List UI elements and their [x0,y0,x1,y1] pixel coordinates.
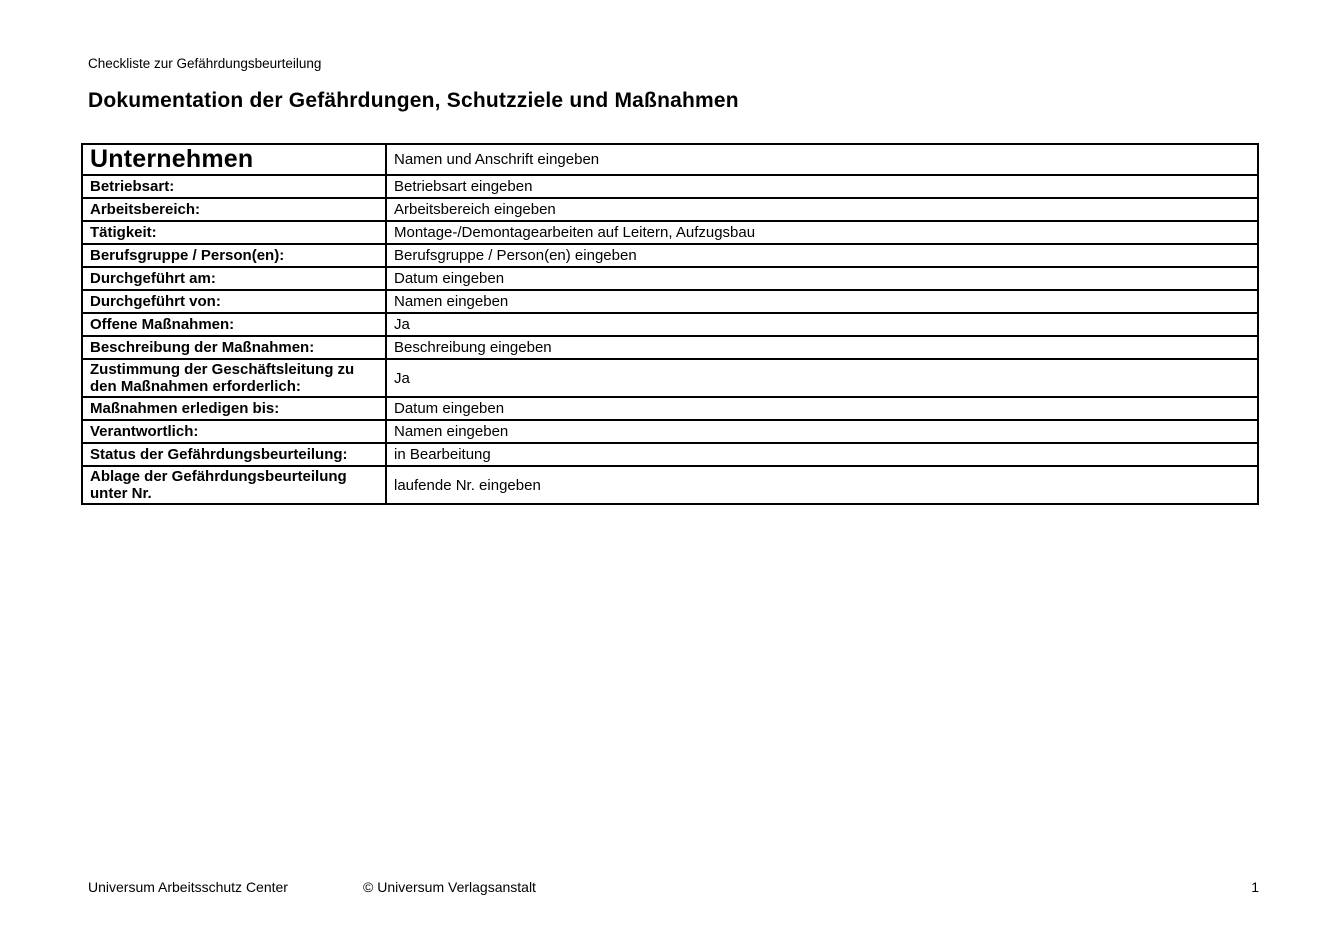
table-row [82,144,1258,175]
footer-publisher: Universum Arbeitsschutz Center [88,879,288,895]
table-row [82,198,1258,221]
table-row [82,290,1258,313]
row-value: Namen und Anschrift eingeben [386,144,1258,175]
table-row [82,420,1258,443]
table-row [82,359,1258,397]
row-label: Verantwortlich: [82,420,386,443]
row-label: Durchgeführt von: [82,290,386,313]
footer-copyright: © Universum Verlagsanstalt [363,879,536,895]
table-row [82,466,1258,504]
row-value: Arbeitsbereich eingeben [386,198,1258,221]
assessment-table [81,143,1259,505]
row-label: Tätigkeit: [82,221,386,244]
row-label: Beschreibung der Maßnahmen: [82,336,386,359]
row-label: Unternehmen [82,144,386,175]
assessment-table-body [82,144,1258,504]
row-label: Durchgeführt am: [82,267,386,290]
table-row [82,336,1258,359]
row-label: Arbeitsbereich: [82,198,386,221]
page-footer [88,879,1259,897]
table-row [82,313,1258,336]
row-value: Montage-/Demontagearbeiten auf Leitern, Aufzugsbau [386,221,1258,244]
row-label: Zustimmung der Geschäftsleitung zu den Maßnahmen erforderlich: [82,359,386,397]
row-label: Ablage der Gefährdungsbeurteilung unter Nr. [82,466,386,504]
table-row [82,244,1258,267]
row-value: Datum eingeben [386,267,1258,290]
doc-type-label: Checkliste zur Gefährdungsbeurteilung [88,56,322,71]
row-label: Maßnahmen erledigen bis: [82,397,386,420]
row-value: Berufsgruppe / Person(en) eingeben [386,244,1258,267]
row-value: in Bearbeitung [386,443,1258,466]
row-value: Ja [386,313,1258,336]
row-value: Datum eingeben [386,397,1258,420]
table-row [82,175,1258,198]
row-value: Beschreibung eingeben [386,336,1258,359]
row-label: Berufsgruppe / Person(en): [82,244,386,267]
row-label: Betriebsart: [82,175,386,198]
row-label: Offene Maßnahmen: [82,313,386,336]
table-row [82,443,1258,466]
table-row [82,397,1258,420]
table-row [82,267,1258,290]
page-title: Dokumentation der Gefährdungen, Schutzziele und Maßnahmen [88,89,739,112]
table-row [82,221,1258,244]
row-value: Ja [386,359,1258,397]
row-value: Namen eingeben [386,290,1258,313]
row-value: Namen eingeben [386,420,1258,443]
row-label: Status der Gefährdungsbeurteilung: [82,443,386,466]
row-value: Betriebsart eingeben [386,175,1258,198]
row-value: laufende Nr. eingeben [386,466,1258,504]
page-number: 1 [1251,879,1259,895]
